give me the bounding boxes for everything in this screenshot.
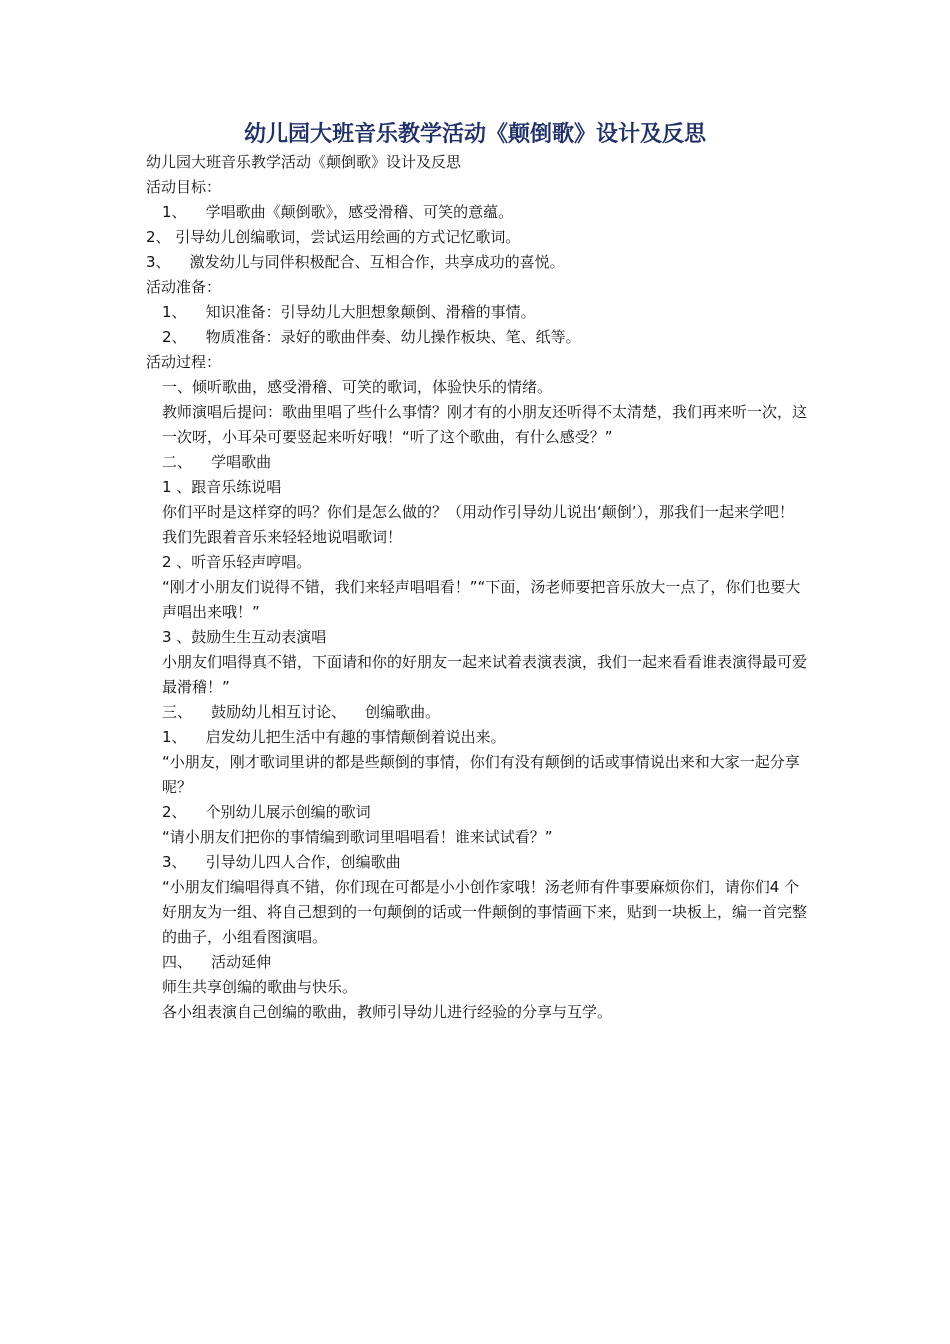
process-paragraph: 四、 活动延伸 — [162, 953, 272, 971]
process-paragraph: 各小组表演自己创编的歌曲，教师引导幼儿进行经验的分享与互学。 — [162, 1003, 613, 1021]
process-paragraph: 2、 个别幼儿展示创编的歌词 — [162, 803, 371, 821]
process-paragraph: 二、 学唱歌曲 — [162, 453, 272, 471]
document-subtitle: 幼儿园大班音乐教学活动《颠倒歌》设计及反思 — [146, 153, 462, 171]
process-paragraph: 师生共享创编的歌曲与快乐。 — [162, 978, 358, 996]
process-paragraph: “刚才小朋友们说得不错，我们来轻声唱唱看！”“下面，汤老师要把音乐放大一点了，你们也要大声唱出来哦！” — [162, 578, 801, 621]
process-paragraph: 小朋友们唱得真不错，下面请和你的好朋友一起来试着表演表演，我们一起来看看谁表演得最可爱最滑稽！” — [162, 653, 808, 696]
process-paragraph: “小朋友们编唱得真不错，你们现在可都是小小创作家哦！汤老师有件事要麻烦你们，请你们4 个好朋友为一组、将自己想到的一句颠倒的话或一件颠倒的事情画下来，贴到一块板上，编一首完整的曲子，小组看图演唱。 — [162, 878, 808, 946]
prep-item: 2、 物质准备：录好的歌曲伴奏、幼儿操作板块、笔、纸等。 — [162, 328, 581, 346]
process-paragraph: 3、 引导幼儿四人合作，创编歌曲 — [162, 853, 401, 871]
process-paragraph: 教师演唱后提问：歌曲里唱了些什么事情？刚才有的小朋友还听得不太清楚，我们再来听一次，这一次呀，小耳朵可要竖起来听好哦！“听了这个歌曲，有什么感受？” — [162, 403, 808, 446]
prep-heading: 活动准备： — [146, 278, 222, 296]
process-heading: 活动过程： — [146, 353, 222, 371]
process-paragraph: 你们平时是这样穿的吗？你们是怎么做的？（用动作引导幼儿说出‘颠倒’），那我们一起来学吧！我们先跟着音乐来轻轻地说唱歌词！ — [162, 503, 795, 546]
process-paragraph: “请小朋友们把你的事情编到歌词里唱唱看！谁来试试看？” — [162, 828, 553, 846]
process-paragraph: 三、 鼓励幼儿相互讨论、 创编歌曲。 — [162, 703, 441, 721]
document-title: 幼儿园大班音乐教学活动《颠倒歌》设计及反思 — [243, 121, 706, 147]
process-paragraph: “小朋友，刚才歌词里讲的都是些颠倒的事情，你们有没有颠倒的话或事情说出来和大家一起分享呢？ — [162, 753, 800, 796]
goals-heading: 活动目标： — [146, 178, 222, 196]
goal-item: 3、 激发幼儿与同伴积极配合、互相合作，共享成功的喜悦。 — [146, 253, 565, 271]
process-paragraph: 3 、鼓励生生互动表演唱 — [162, 628, 327, 646]
process-paragraph: 1 、跟音乐练说唱 — [162, 478, 282, 496]
process-paragraph: 一、倾听歌曲，感受滑稽、可笑的歌词，体验快乐的情绪。 — [162, 378, 553, 396]
goal-item: 2、 引导幼儿创编歌词，尝试运用绘画的方式记忆歌词。 — [146, 228, 521, 246]
document-body — [146, 150, 808, 1025]
process-paragraph: 2 、听音乐轻声哼唱。 — [162, 553, 312, 571]
prep-item: 1、 知识准备：引导幼儿大胆想象颠倒、滑稽的事情。 — [162, 303, 536, 321]
goal-item: 1、 学唱歌曲《颠倒歌》，感受滑稽、可笑的意蕴。 — [162, 203, 514, 221]
process-paragraph: 1、 启发幼儿把生活中有趣的事情颠倒着说出来。 — [162, 728, 506, 746]
